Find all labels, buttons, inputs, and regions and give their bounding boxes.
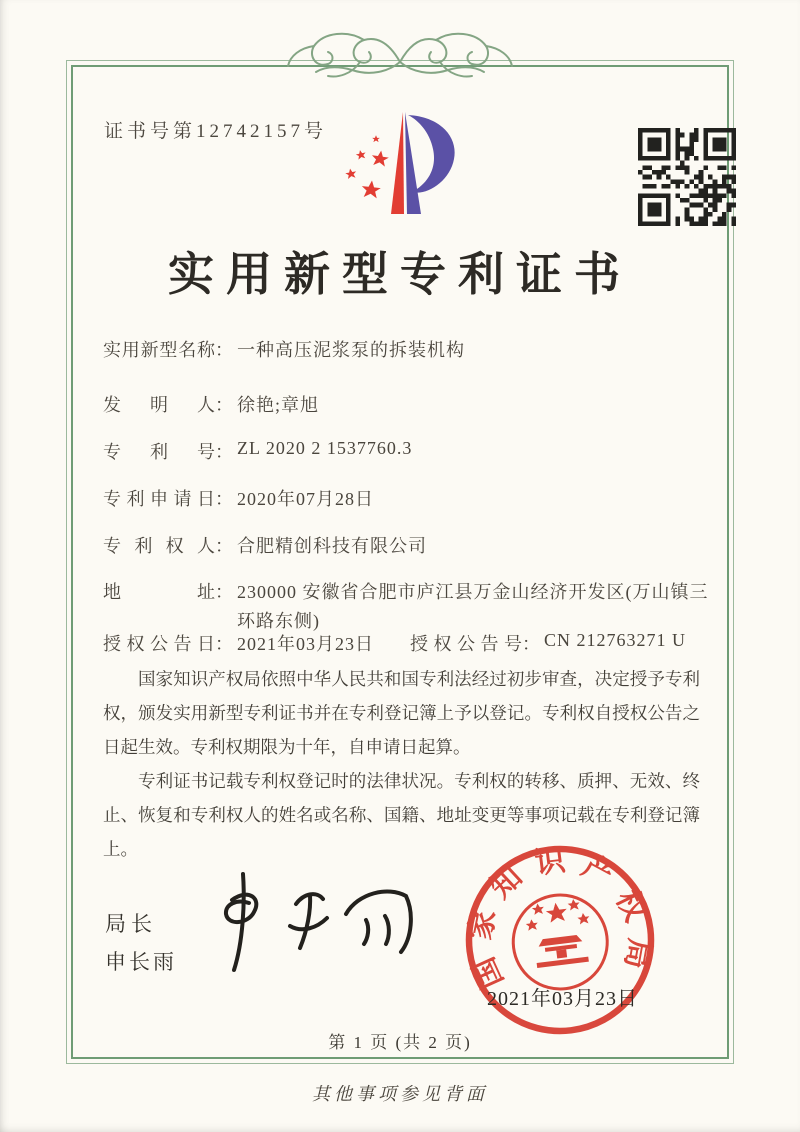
certificate-number: 证书号第12742157号 [104, 121, 328, 142]
field-label: 发明人 [103, 395, 215, 415]
field-label: 授权公告日 [103, 634, 215, 654]
field-row-utility-name: 实用新型名称 ： 一种高压泥浆泵的拆装机构 [103, 336, 465, 362]
field-value: 一种高压泥浆泵的拆装机构 [237, 340, 465, 360]
legal-paragraph-1: 国家知识产权局依照中华人民共和国专利法经过初步审查，决定授予专利权，颁发实用新型专利证书并在专利登记簿上予以登记。专利权自授权公告之日起生效。专利权期限为十年，自申请日起算。 [103, 669, 700, 757]
field-value: 合肥精创科技有限公司 [237, 536, 427, 556]
field-label: 实用新型名称 [103, 340, 215, 360]
field-value: ZL 2020 2 1537760.3 [237, 438, 413, 458]
field-value: 2020年07月28日 [237, 489, 374, 509]
seal-text: 国家知识产权局 [463, 843, 657, 994]
legal-text-block [103, 662, 700, 866]
director-title-label: 局长 [105, 912, 157, 936]
field-row-grant: 授权公告日 ： 2021年03月23日 授权公告号 ： CN 212763271 U [103, 630, 687, 654]
field-row-patentee: 专利权人 ： 合肥精创科技有限公司 [103, 532, 427, 558]
field-label: 授权公告号 [410, 634, 522, 654]
field-value: 2021年03月23日 [237, 634, 374, 654]
official-seal-icon [458, 840, 662, 1044]
seal-date: 2021年03月23日 [487, 988, 638, 1010]
certificate-title: 实用新型专利证书 [168, 249, 632, 300]
legal-paragraph-2: 专利证书记载专利权登记时的法律状况。专利权的转移、质押、无效、终止、恢复和专利权人的姓名或名称、国籍、地址变更等事项记载在专利登记簿上。 [103, 771, 700, 859]
field-row-patent-number: 专利号 ： ZL 2020 2 1537760.3 [103, 438, 413, 462]
field-value: 徐艳;章旭 [237, 395, 320, 415]
field-label: 专利号 [103, 442, 215, 462]
page-number: 第 1 页 (共 2 页) [328, 1033, 472, 1052]
field-value: 230000 安徽省合肥市庐江县万金山经济开发区(万山镇三环路东侧) [237, 582, 709, 631]
field-label: 地址 [103, 582, 215, 602]
director-name: 申长雨 [105, 950, 177, 974]
field-value: CN 212763271 U [544, 630, 687, 650]
field-row-address: 地址 ： 230000 安徽省合肥市庐江县万金山经济开发区(万山镇三环路东侧) [103, 578, 715, 636]
back-note: 其他事项参见背面 [312, 1084, 488, 1104]
border-ornament-icon [265, 24, 535, 90]
field-row-inventor: 发明人 ： 徐艳;章旭 [103, 391, 319, 417]
field-label: 专利权人 [103, 536, 215, 556]
director-signature-icon [196, 868, 428, 980]
qr-code-icon [638, 128, 736, 226]
field-label: 专利申请日 [103, 489, 215, 509]
field-row-filing-date: 专利申请日 ： 2020年07月28日 [103, 485, 374, 511]
cnipa-logo-icon [323, 102, 477, 228]
